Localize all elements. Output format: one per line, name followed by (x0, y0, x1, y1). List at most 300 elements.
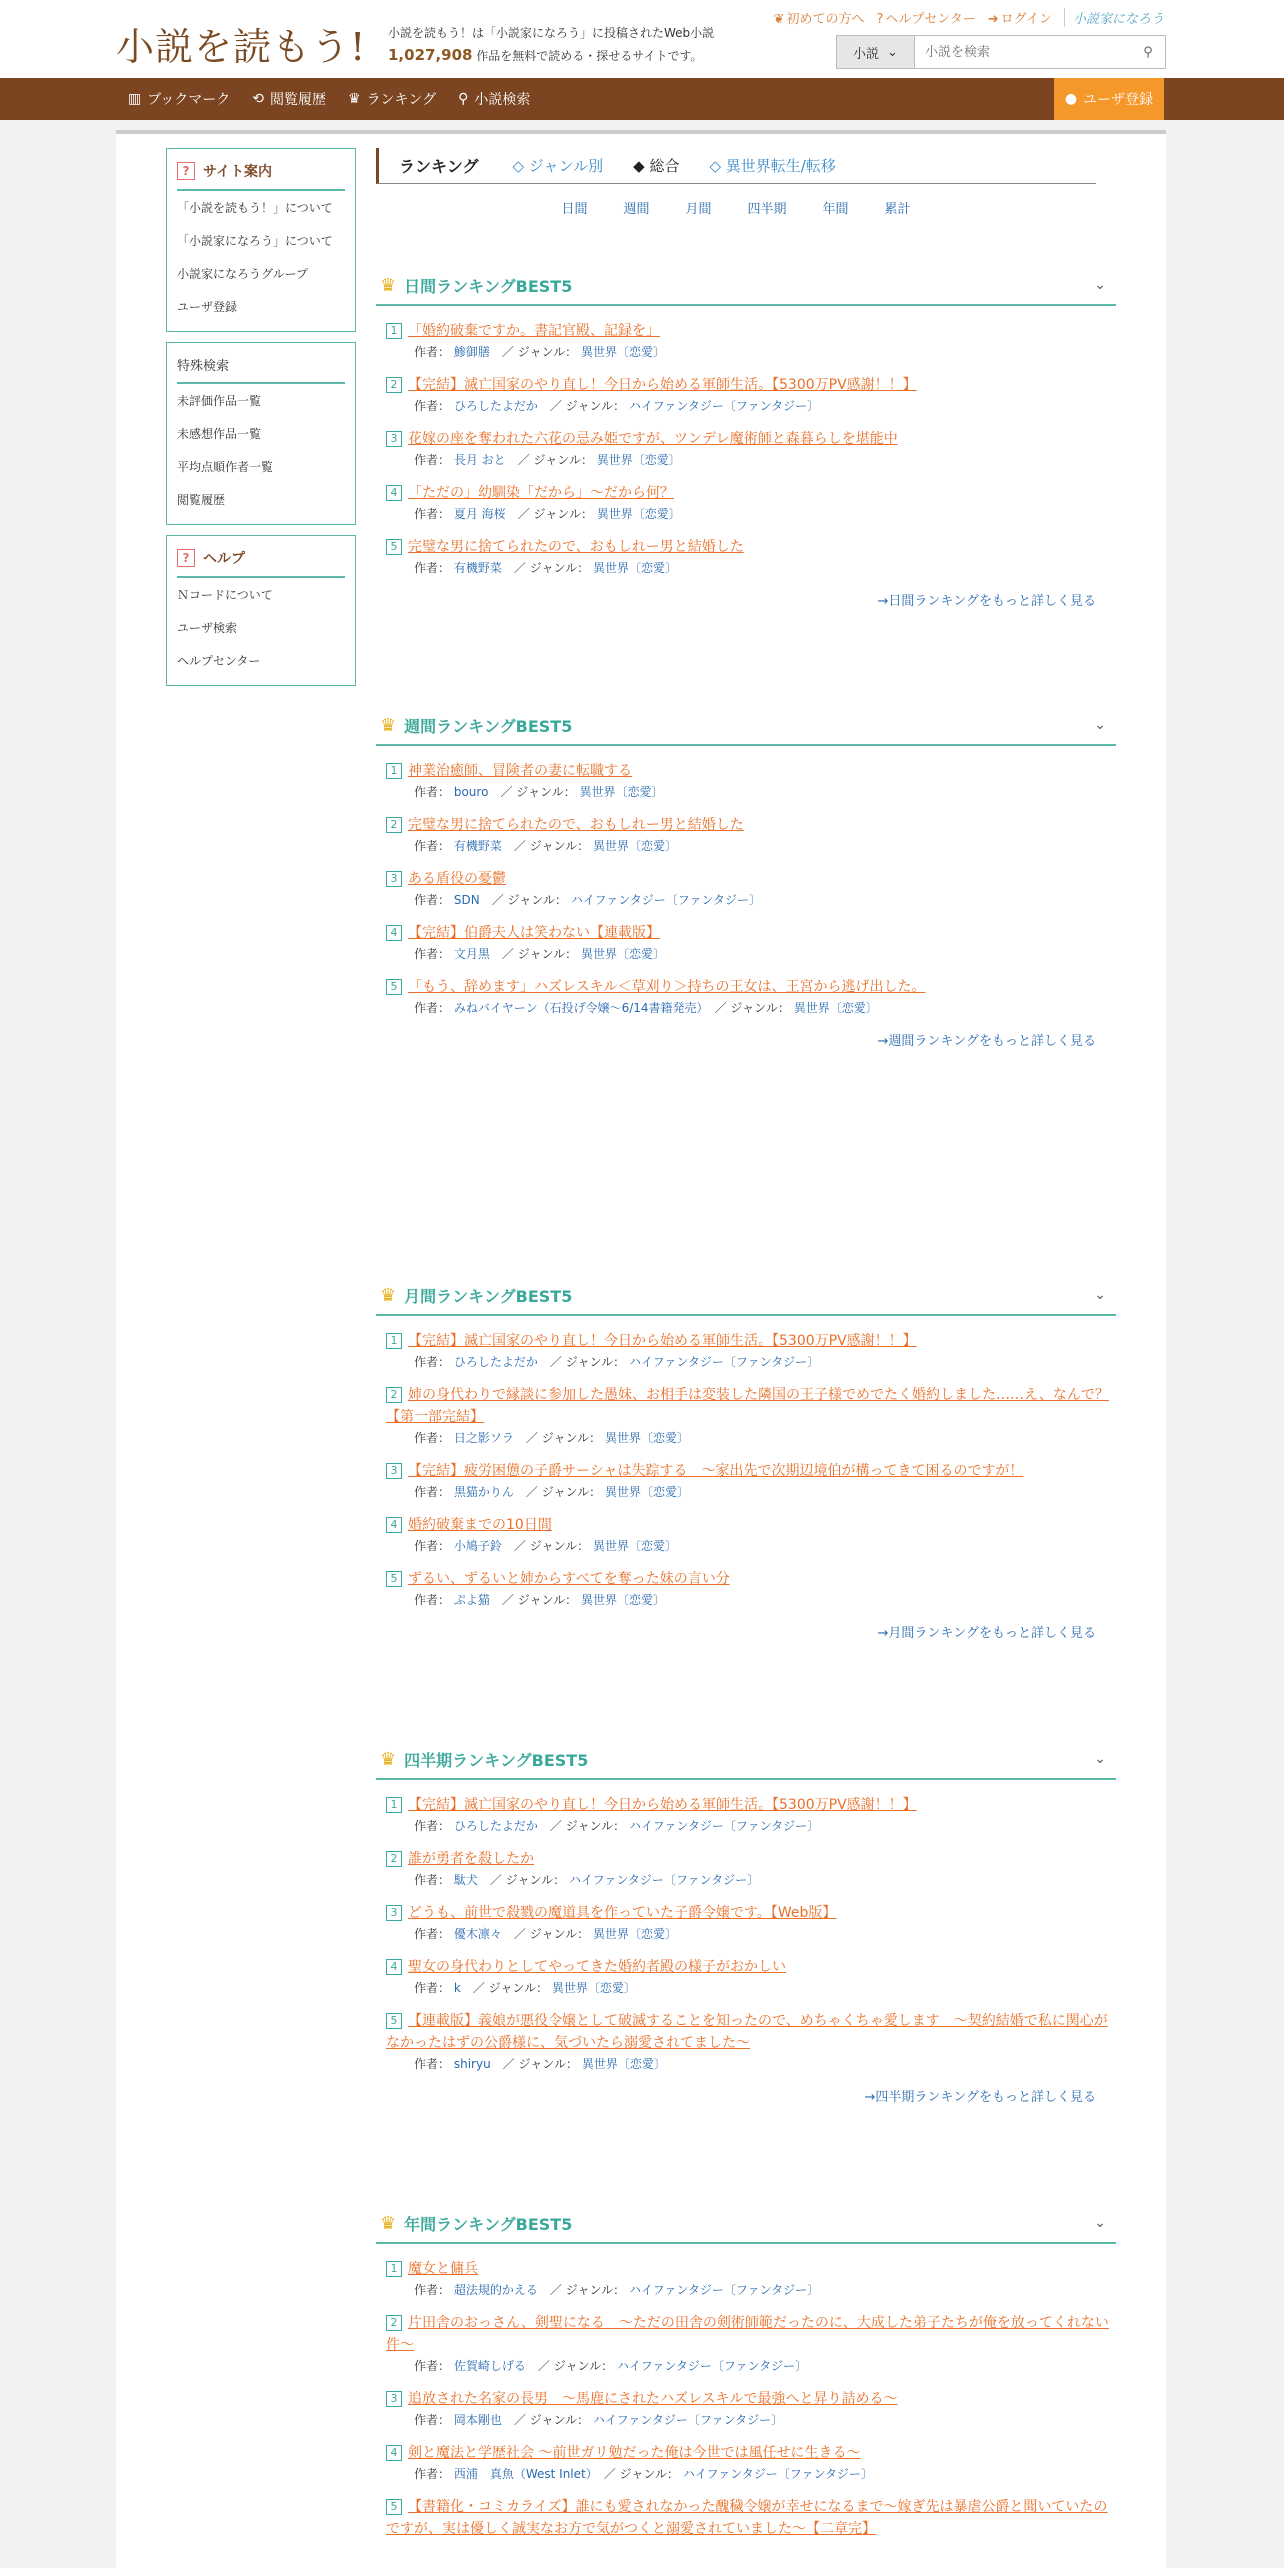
sidebar-item-register[interactable]: ユーザ登録 (177, 300, 238, 314)
main-content (376, 148, 1116, 2537)
work-title-link[interactable] (386, 428, 1116, 450)
genre-link[interactable]: 異世界〔恋愛〕 (579, 785, 664, 799)
genre-link[interactable]: 異世界〔恋愛〕 (551, 1981, 636, 1995)
work-title-link[interactable] (386, 2258, 1116, 2280)
site-guide-box (166, 148, 356, 332)
ranking-item (386, 2442, 1116, 2484)
work-meta (386, 504, 1116, 524)
author-label: 作者： (414, 1431, 451, 1445)
period-monthly[interactable]: 月間 (685, 202, 712, 217)
author-label: 作者： (414, 1981, 451, 1995)
author-label: 作者： (414, 1927, 451, 1941)
work-meta (386, 890, 1116, 910)
work-meta (386, 1978, 1116, 1998)
sidebar-item-ncode[interactable]: Ｎコードについて (177, 588, 273, 602)
work-title: 神業治癒師、冒険者の妻に転職する (408, 763, 632, 779)
work-meta (386, 558, 1116, 578)
work-title: 婚約破棄までの10日間 (408, 1517, 552, 1533)
genre-link[interactable]: 異世界〔恋愛〕 (592, 839, 677, 853)
ranking-section-header[interactable] (376, 266, 1116, 306)
work-title-link[interactable] (386, 1330, 1116, 1352)
work-title: ずるい、ずるいと姉からすべてを奪った妹の言い分 (408, 1571, 730, 1587)
more-ranking-link[interactable]: →日間ランキングをもっと詳しく見る (877, 594, 1096, 609)
work-title-link[interactable] (386, 2442, 1116, 2464)
period-yearly[interactable]: 年間 (822, 202, 849, 217)
rank-number: 5 (386, 539, 402, 555)
genre-link[interactable]: 異世界〔恋愛〕 (793, 1001, 878, 1015)
author-label: 作者： (414, 785, 451, 799)
author-link[interactable]: 佐賀崎しげる (453, 2359, 526, 2373)
genre-link[interactable]: 異世界〔恋愛〕 (580, 345, 665, 359)
author-link[interactable]: 小鳩子鈴 (453, 1539, 502, 1553)
genre-label: ／ ジャンル： (513, 1927, 590, 1941)
work-meta (386, 2356, 1116, 2376)
work-title: 「婚約破棄ですか。書記官殿、記録を」 (408, 323, 660, 339)
author-label: 作者： (414, 2413, 451, 2427)
author-link[interactable]: みねバイヤーン（石投げ令嬢〜6/14書籍発売） (453, 1001, 703, 1015)
search-input[interactable] (915, 36, 1131, 68)
rank-number: 3 (386, 2391, 402, 2407)
nav-ranking[interactable] (348, 89, 436, 109)
bookmark-icon: ▥ (128, 91, 142, 107)
search-type-value: 小説 (853, 46, 880, 62)
work-title: 【書籍化・コミカライズ】誰にも愛されなかった醜穢令嬢が幸せになるまで〜嫁ぎ先は暴虐公爵と聞いていたのですが、実は優しく誠実なお方で気がつくと溺愛されていました〜【二章完】 (386, 2499, 1108, 2537)
genre-label: ／ ジャンル： (501, 345, 578, 359)
login-icon: ➜ (987, 12, 999, 27)
genre-link[interactable]: ハイファンタジー〔ファンタジー〕 (682, 2467, 874, 2481)
genre-label: ／ ジャンル： (502, 2057, 578, 2071)
ranking-list (376, 2258, 1116, 2540)
author-link[interactable]: 有機野菜 (453, 561, 502, 575)
nav-bookmark-label: ブックマーク (147, 92, 231, 108)
ranking-section-title-label: 月間ランキングBEST5 (404, 1286, 573, 1306)
nav-search[interactable] (458, 89, 530, 109)
ranking-section-title (380, 2212, 572, 2235)
top-links (774, 8, 1164, 27)
author-label: 作者： (414, 2057, 451, 2071)
work-meta (386, 782, 1116, 802)
author-label: 作者： (414, 1355, 451, 1369)
rank-number: 4 (386, 1517, 402, 1533)
work-title-link[interactable] (386, 320, 1116, 342)
work-title: 「ただの」幼馴染「だから」〜だから何？ (408, 485, 674, 501)
help-center-link-label: ヘルプセンター (885, 12, 976, 27)
ranking-section-title (380, 1748, 588, 1771)
special-search-box (166, 342, 356, 525)
ranking-item (386, 1794, 1116, 1836)
author-label: 作者： (414, 2467, 451, 2481)
author-link[interactable]: ひろしたよだか (453, 1355, 538, 1369)
genre-link[interactable]: ハイファンタジー〔ファンタジー〕 (628, 399, 820, 413)
rank-number: 2 (386, 1387, 402, 1403)
work-meta (386, 1482, 1116, 1502)
ranking-section (376, 2204, 1116, 2552)
work-title-link[interactable] (386, 1848, 1116, 1870)
author-link[interactable]: 夏月 海桜 (453, 507, 506, 521)
genre-link[interactable]: 異世界〔恋愛〕 (604, 1485, 689, 1499)
work-title: 片田舎のおっさん、剣聖になる 〜ただの田舎の剣術師範だったのに、大成した弟子たちが俺を放ってくれない件〜 (386, 2315, 1109, 2353)
ranking-list (376, 320, 1116, 578)
chevron-down-icon[interactable]: ⌄ (1094, 717, 1106, 733)
author-link[interactable]: ぷよ猫 (453, 1593, 490, 1607)
genre-label: ／ ジャンル： (517, 453, 593, 467)
site-logo[interactable]: 小説を読もう! (116, 25, 367, 69)
history-icon: ⟲ (252, 91, 264, 107)
work-title: ある盾役の憂鬱 (408, 871, 506, 887)
ranking-item (386, 1568, 1116, 1610)
genre-link[interactable]: ハイファンタジー〔ファンタジー〕 (568, 1873, 760, 1887)
author-link[interactable]: 西浦 真魚（West Inlet） (453, 2467, 592, 2481)
work-title-link[interactable] (386, 1460, 1116, 1482)
ranking-section (376, 706, 1116, 1049)
author-link[interactable]: ひろしたよだか (453, 399, 538, 413)
ranking-item (386, 1848, 1116, 1890)
rank-number: 4 (386, 925, 402, 941)
author-link[interactable]: SDN (453, 893, 480, 907)
genre-label: ／ ジャンル： (525, 1485, 602, 1499)
work-title: 姉の身代わりで縁談に参加した愚妹、お相手は変装した隣国の王子様でめでたく婚約しました……え、なんで？【第一部完結】 (386, 1387, 1109, 1425)
period-total[interactable]: 累計 (884, 202, 911, 217)
ranking-item (386, 976, 1116, 1018)
genre-link[interactable]: 異世界〔恋愛〕 (596, 453, 681, 467)
search-icon: ⚲ (1143, 44, 1153, 60)
work-title-link[interactable] (386, 2388, 1116, 2410)
genre-label: ／ ジャンル： (513, 839, 590, 853)
genre-link[interactable]: 異世界〔恋愛〕 (581, 2057, 666, 2071)
ranking-item (386, 814, 1116, 856)
work-title-link[interactable] (386, 1902, 1116, 1924)
work-title-link[interactable] (386, 482, 1116, 504)
genre-link[interactable]: 異世界〔恋愛〕 (580, 947, 665, 961)
period-quarterly[interactable]: 四半期 (747, 202, 787, 217)
genre-label: ／ ジャンル： (549, 2283, 626, 2297)
ranking-item (386, 2312, 1116, 2376)
count-suffix: 作品を無料で読める・探せるサイトです。 (476, 49, 703, 63)
ranking-item (386, 374, 1116, 416)
genre-label: ／ ジャンル： (472, 1981, 549, 1995)
author-link[interactable]: 黒猫かりん (453, 1485, 514, 1499)
author-link[interactable]: ひろしたよだか (453, 1819, 538, 1833)
rank-number: 1 (386, 2261, 402, 2277)
ranking-section-title-label: 年間ランキングBEST5 (404, 2214, 573, 2234)
ranking-section (376, 1740, 1116, 2105)
crown-icon: ♛ (380, 2212, 397, 2234)
beginner-link-label: 初めての方へ (786, 12, 865, 27)
author-label: 作者： (414, 453, 451, 467)
sidebar-item-average-authors[interactable]: 平均点順作者一覧 (177, 460, 274, 474)
genre-link[interactable]: ハイファンタジー〔ファンタジー〕 (628, 1355, 820, 1369)
author-link[interactable]: 文月黒 (453, 947, 490, 961)
special-search-title: 特殊検索 (177, 351, 345, 384)
period-weekly[interactable]: 週間 (623, 202, 650, 217)
author-label: 作者： (414, 1485, 451, 1499)
login-link[interactable] (988, 8, 1052, 27)
tab-isekai[interactable]: ◇ 異世界転生/転移 (709, 157, 836, 175)
work-meta (386, 1590, 1116, 1610)
nav-bookmark[interactable] (128, 89, 230, 109)
work-meta (386, 836, 1116, 856)
rank-number: 5 (386, 2499, 402, 2515)
work-title: 【連載版】義娘が悪役令嬢として破滅することを知ったので、めちゃくちゃ愛します 〜契約結婚で私に関心がなかったはずの公爵様に、気づいたら溺愛されてました〜 (386, 2013, 1108, 2051)
author-link[interactable]: 岡本剛也 (453, 2413, 502, 2427)
work-title: 剣と魔法と学歴社会 〜前世ガリ勉だった俺は今世では風任せに生きる〜 (408, 2445, 861, 2461)
question-icon: ? (177, 549, 195, 567)
crown-icon: ♛ (380, 1284, 397, 1306)
genre-label: ／ ジャンル： (549, 1819, 626, 1833)
genre-link[interactable]: ハイファンタジー〔ファンタジー〕 (570, 893, 762, 907)
login-link-label: ログイン (1000, 12, 1052, 27)
genre-link[interactable]: 異世界〔恋愛〕 (604, 1431, 689, 1445)
main-nav (0, 78, 1284, 120)
work-meta (386, 1924, 1116, 1944)
nav-search-label: 小説検索 (474, 92, 531, 108)
user-icon: ● (1064, 91, 1078, 107)
genre-label: ／ ジャンル： (603, 2467, 680, 2481)
genre-label: ／ ジャンル： (513, 2413, 590, 2427)
rank-number: 2 (386, 817, 402, 833)
tab-genre[interactable]: ◇ ジャンル別 (512, 157, 604, 175)
ranking-section (376, 266, 1116, 609)
nav-ranking-label: ランキング (366, 92, 437, 108)
author-label: 作者： (414, 345, 451, 359)
author-label: 作者： (414, 947, 451, 961)
author-link[interactable]: 優木凛々 (453, 1927, 502, 1941)
chevron-down-icon[interactable]: ⌄ (1094, 277, 1106, 293)
author-link[interactable]: 鯵御膳 (453, 345, 490, 359)
tagline: 小説を読もう！は「小説家になろう」に投稿されたWeb小説 (388, 26, 715, 40)
ranking-item (386, 1384, 1116, 1448)
work-title: 花嫁の座を奪われた六花の忌み姫ですが、ツンデレ魔術師と森暮らしを堪能中 (408, 431, 898, 447)
work-title-link[interactable] (386, 760, 1116, 782)
author-link[interactable]: 超法規的かえる (453, 2283, 538, 2297)
chevron-down-icon[interactable]: ⌄ (1094, 2215, 1106, 2231)
genre-link[interactable]: ハイファンタジー〔ファンタジー〕 (592, 2413, 784, 2427)
rank-number: 4 (386, 485, 402, 501)
crown-icon: ♛ (380, 274, 397, 296)
search-form (836, 35, 1166, 69)
ranking-item (386, 1902, 1116, 1944)
sidebar-item-about-narou[interactable]: 「小説家になろう」について (177, 234, 333, 248)
sidebar (166, 148, 356, 696)
work-title: 魔女と傭兵 (408, 2261, 478, 2277)
author-link[interactable]: 日之影ソラ (453, 1431, 514, 1445)
ranking-section-header[interactable] (376, 2204, 1116, 2244)
work-title-link[interactable] (386, 1956, 1116, 1978)
genre-link[interactable]: ハイファンタジー〔ファンタジー〕 (616, 2359, 808, 2373)
ranking-section-title (380, 1284, 572, 1307)
work-meta (386, 944, 1116, 964)
work-title-link[interactable] (386, 1568, 1116, 1590)
help-center-link[interactable] (876, 8, 975, 27)
tab-overall[interactable]: ◆ 総合 (633, 157, 680, 175)
author-link[interactable]: bouro (453, 785, 489, 799)
work-title: 完璧な男に捨てられたので、おもしれー男と結婚した (408, 539, 744, 555)
genre-label: ／ ジャンル： (500, 785, 576, 799)
work-meta (386, 1428, 1116, 1448)
work-title-link[interactable] (386, 1794, 1116, 1816)
ranking-item (386, 760, 1116, 802)
genre-link[interactable]: 異世界〔恋愛〕 (592, 1539, 677, 1553)
rank-number: 1 (386, 323, 402, 339)
sidebar-item-help-center[interactable]: ヘルプセンター (177, 654, 261, 668)
nav-history[interactable] (252, 89, 326, 109)
more-ranking-link[interactable]: →四半期ランキングをもっと詳しく見る (864, 2090, 1096, 2105)
search-type-select[interactable] (837, 36, 915, 68)
crown-icon: ♛ (380, 1748, 397, 1770)
count-number: 1,027,908 (388, 46, 473, 64)
ranking-list (376, 1794, 1116, 2074)
more-ranking-link[interactable]: →月間ランキングをもっと詳しく見る (877, 1626, 1096, 1641)
work-meta (386, 2280, 1116, 2300)
work-count (388, 46, 703, 64)
author-link[interactable]: k (453, 1981, 461, 1995)
genre-label: ／ ジャンル： (525, 1431, 602, 1445)
ranking-item (386, 2496, 1116, 2540)
ranking-item (386, 482, 1116, 524)
work-title: 【完結】滅亡国家のやり直し！今日から始める軍師生活。【5300万PV感謝！！】 (408, 1333, 917, 1349)
work-title-link[interactable] (386, 976, 1116, 998)
author-label: 作者： (414, 839, 451, 853)
rank-number: 3 (386, 1905, 402, 1921)
work-title-link[interactable] (386, 1384, 1116, 1428)
rank-number: 2 (386, 377, 402, 393)
chevron-down-icon[interactable]: ⌄ (1094, 1287, 1106, 1303)
genre-label: ／ ジャンル： (537, 2359, 614, 2373)
author-label: 作者： (414, 893, 451, 907)
ranking-list (376, 760, 1116, 1018)
work-title: 完璧な男に捨てられたので、おもしれー男と結婚した (408, 817, 744, 833)
rank-number: 5 (386, 2013, 402, 2029)
ranking-list (376, 1330, 1116, 1610)
genre-label: ／ ジャンル： (513, 561, 590, 575)
genre-link[interactable]: ハイファンタジー〔ファンタジー〕 (628, 1819, 820, 1833)
beginner-link[interactable] (774, 8, 865, 27)
leaf-icon: ❦ (773, 12, 785, 27)
genre-label: ／ ジャンル： (549, 1355, 626, 1369)
sidebar-item-about-yomou[interactable]: 「小説を読もう！」について (177, 201, 333, 215)
work-title-link[interactable] (386, 2312, 1116, 2356)
work-title: 【完結】滅亡国家のやり直し！今日から始める軍師生活。【5300万PV感謝！！】 (408, 377, 917, 393)
help-box (166, 535, 356, 686)
register-button-label: ユーザ登録 (1083, 92, 1154, 108)
rank-number: 2 (386, 1851, 402, 1867)
rank-number: 3 (386, 871, 402, 887)
author-link[interactable]: shiryu (453, 2057, 491, 2071)
narou-logo-link[interactable]: 小説家になろう (1064, 8, 1164, 27)
work-title-link[interactable] (386, 814, 1116, 836)
sidebar-item-user-search[interactable]: ユーザ検索 (177, 621, 238, 635)
author-label: 作者： (414, 1001, 451, 1015)
more-ranking-link[interactable]: →週間ランキングをもっと詳しく見る (877, 1034, 1096, 1049)
work-title-link[interactable] (386, 2010, 1116, 2054)
ranking-item (386, 2258, 1116, 2300)
register-button[interactable] (1054, 78, 1164, 120)
work-meta (386, 998, 1116, 1018)
author-label: 作者： (414, 1873, 451, 1887)
search-icon: ⚲ (458, 91, 469, 107)
author-label: 作者： (414, 507, 451, 521)
rank-number: 3 (386, 431, 402, 447)
genre-label: ／ ジャンル： (513, 1539, 590, 1553)
work-title: 【完結】伯爵夫人は笑わない【連載版】 (408, 925, 660, 941)
help-title (177, 544, 345, 578)
ranking-item (386, 868, 1116, 910)
content-wrapper (116, 130, 1166, 2568)
genre-link[interactable]: 異世界〔恋愛〕 (592, 561, 677, 575)
author-link[interactable]: 長月 おと (453, 453, 506, 467)
author-label: 作者： (414, 1539, 451, 1553)
work-title: 追放された名家の長男 〜馬鹿にされたハズレスキルで最強へと昇り詰める〜 (408, 2391, 898, 2407)
top-header (0, 0, 1284, 78)
author-label: 作者： (414, 399, 451, 413)
genre-link[interactable]: 異世界〔恋愛〕 (592, 1927, 677, 1941)
work-title: 誰が勇者を殺したか (408, 1851, 534, 1867)
ranking-section-header[interactable] (376, 1276, 1116, 1316)
genre-link[interactable]: ハイファンタジー〔ファンタジー〕 (628, 2283, 820, 2297)
search-button[interactable] (1131, 36, 1165, 68)
sidebar-item-narou-group[interactable]: 小説家になろうグループ (177, 267, 309, 281)
genre-label: ／ ジャンル： (501, 1593, 578, 1607)
ranking-section-header[interactable] (376, 706, 1116, 746)
ranking-tabs (376, 148, 1096, 184)
period-tabs (376, 198, 1096, 217)
sidebar-item-history[interactable]: 閲覧履歴 (177, 493, 226, 507)
work-title-link[interactable] (386, 922, 1116, 944)
ranking-item (386, 536, 1116, 578)
work-title-link[interactable] (386, 2496, 1116, 2540)
ranking-item (386, 428, 1116, 470)
nav-history-label: 閲覧履歴 (270, 92, 326, 108)
work-title: 【完結】疲労困憊の子爵サーシャは失踪する 〜家出先で次期辺境伯が構ってきて困るのですが！ (408, 1463, 1024, 1479)
author-label: 作者： (414, 561, 451, 575)
genre-link[interactable]: 異世界〔恋愛〕 (580, 1593, 665, 1607)
genre-link[interactable]: 異世界〔恋愛〕 (596, 507, 681, 521)
sidebar-item-unrated[interactable]: 未評価作品一覧 (177, 394, 262, 408)
chevron-down-icon[interactable]: ⌄ (1094, 1751, 1106, 1767)
rank-number: 1 (386, 763, 402, 779)
rank-number: 5 (386, 1571, 402, 1587)
work-title: 聖女の身代わりとしてやってきた婚約者殿の様子がおかしい (408, 1959, 786, 1975)
ranking-section-header[interactable] (376, 1740, 1116, 1780)
site-guide-title-label: サイト案内 (203, 164, 273, 180)
crown-icon: ♛ (348, 91, 361, 107)
site-guide-title (177, 157, 345, 191)
period-daily[interactable]: 日間 (561, 202, 588, 217)
ranking-section-title (380, 274, 572, 297)
ranking-item (386, 1956, 1116, 1998)
rank-number: 5 (386, 979, 402, 995)
work-title-link[interactable] (386, 868, 1116, 890)
work-title-link[interactable] (386, 1514, 1116, 1536)
sidebar-item-no-review[interactable]: 未感想作品一覧 (177, 427, 262, 441)
author-link[interactable]: 駄犬 (453, 1873, 478, 1887)
rank-number: 1 (386, 1797, 402, 1813)
author-label: 作者： (414, 2359, 451, 2373)
work-meta (386, 1352, 1116, 1372)
work-meta (386, 396, 1116, 416)
work-title-link[interactable] (386, 374, 1116, 396)
ranking-section-title-label: 四半期ランキングBEST5 (404, 1750, 589, 1770)
work-title-link[interactable] (386, 536, 1116, 558)
work-meta (386, 1536, 1116, 1556)
genre-label: ／ ジャンル： (517, 507, 593, 521)
rank-number: 4 (386, 1959, 402, 1975)
chevron-down-icon: ⌄ (887, 44, 898, 60)
author-link[interactable]: 有機野菜 (453, 839, 502, 853)
ranking-item (386, 1460, 1116, 1502)
work-title: 「もう、辞めます」ハズレスキル＜草刈り＞持ちの王女は、王宮から逃げ出した。 (408, 979, 926, 995)
genre-label: ／ ジャンル： (501, 947, 578, 961)
